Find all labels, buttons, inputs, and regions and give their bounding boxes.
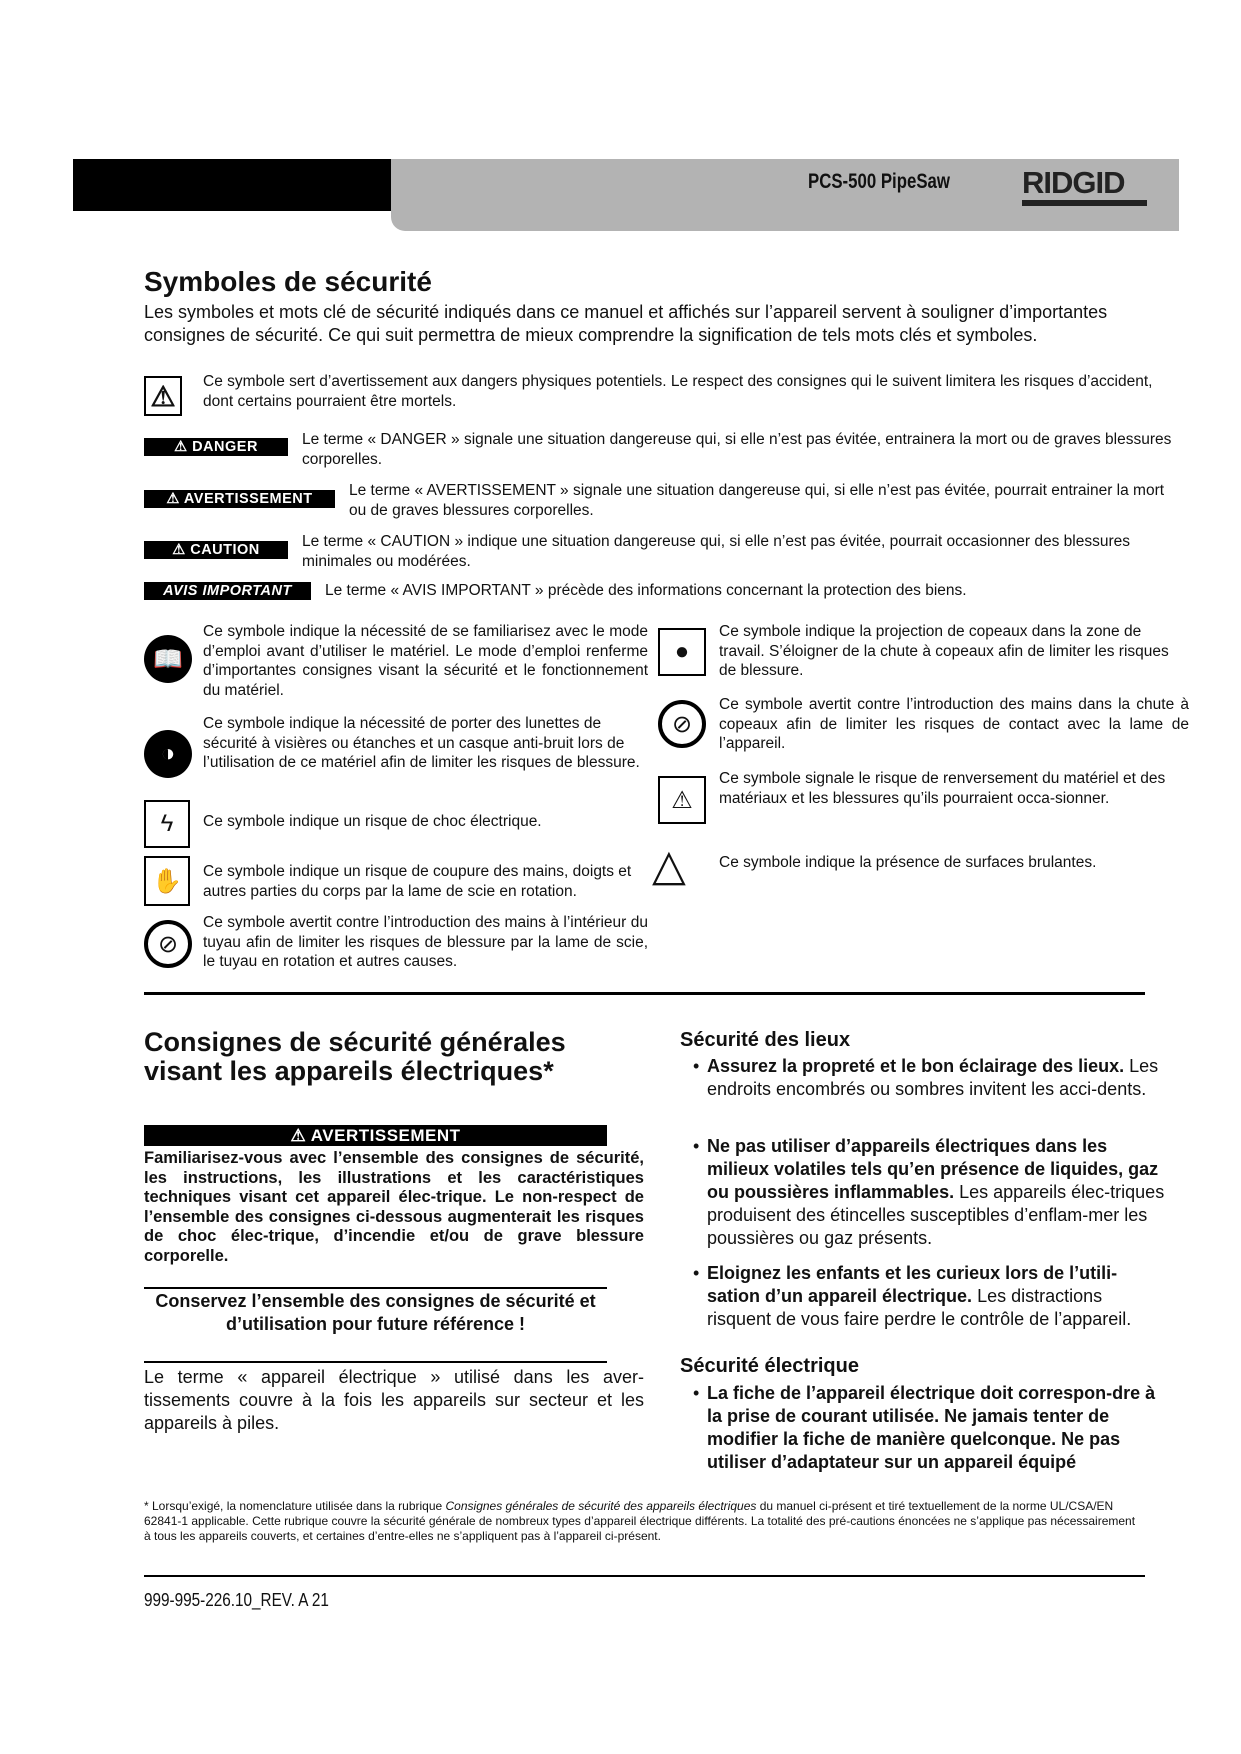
flying-chips-icon: ● [658, 628, 706, 676]
hot-surface-icon: △ [652, 841, 686, 890]
warning-triangle-icon: ⚠ [144, 376, 182, 416]
notice-text: Le terme « AVIS IMPORTANT » précède des informations concernant la protection des biens. [325, 582, 967, 599]
symbol-text: Ce symbole signale le risque de renversement du matériel et des matériaux et les blessures qu’ils pourraient occa-sionner. [719, 770, 1166, 807]
work-area-item: • Eloignez les enfants et les curieux lors de l’utili-sation d’un appareil électrique. Les distractions risquent de vous faire perdre le contrôle de l’appareil. [693, 1263, 1132, 1329]
keep-instructions: Conservez l’ensemble des consignes de sécurité et d’utilisation pour future référence ! [155, 1291, 596, 1334]
symbol-text: Ce symbole indique un risque de coupure des mains, doigts et autres parties du corps par la lame de scie en rotation. [203, 863, 632, 900]
symbol-text: Ce symbole avertit contre l’introduction des mains dans la chute à copeaux afin de limiter les risques de contact avec la lame de l’appareil. [719, 696, 1189, 752]
work-area-item: • Assurez la propreté et le bon éclairage des lieux. Les endroits encombrés ou sombres invitent les acci-dents. [693, 1056, 1159, 1099]
danger-text: Le terme « DANGER » signale une situation dangereuse qui, si elle n’est pas évitée, entrainera la mort ou de graves blessures corporelles. [302, 431, 1172, 468]
tip-over-icon: ⚠ [658, 776, 706, 824]
electrical-title: Sécurité électrique [680, 1355, 859, 1377]
power-tool-term: Le terme « appareil électrique » utilisé dans les aver-tissements couvre à la fois les appareils sur secteur et les appareils à piles. [144, 1367, 644, 1433]
symbol-text: Ce symbole indique la nécessité de se familiarisez avec le mode d’emploi avant d’utiliser le matériel. Le mode d’emploi renferme d’importantes consignes visant la sécurité et le fonctionnement du matériel. [203, 623, 648, 699]
document-number: 999-995-226.10_REV. A 21 [144, 1590, 329, 1610]
section-title: Symboles de sécurité [144, 266, 432, 297]
symbol-text: Ce symbole avertit contre l’introduction des mains à l’intérieur du tuyau afin de limiter les risques de blessure par la lame de scie, le tuyau en rotation et autres causes. [203, 914, 648, 970]
general-title: Consignes de sécurité générales visant les appareils électriques* [144, 1027, 566, 1086]
section-divider [144, 992, 1145, 995]
rule [144, 1287, 607, 1289]
danger-badge: ⚠ DANGER [144, 438, 288, 456]
no-hands-in-pipe-icon: ⊘ [144, 920, 192, 968]
footer-rule [144, 1575, 1145, 1577]
work-area-title: Sécurité des lieux [680, 1029, 851, 1051]
symbol-text: Ce symbole indique la présence de surfaces brulantes. [719, 854, 1097, 871]
rule [144, 1361, 607, 1363]
warning-text: Le terme « AVERTISSEMENT » signale une situation dangereuse qui, si elle n’est pas évitée, pourrait entrainer la mort ou de graves blessures corporelles. [349, 482, 1165, 519]
symbol-text: Ce symbole indique un risque de choc électrique. [203, 813, 542, 830]
logo-underline [1022, 200, 1147, 206]
footnote: * Lorsqu’exigé, la nomenclature utilisée dans la rubrique Consignes générales de sécurité des appareils électriques du manuel ci-présent et tiré textuellement de la norme UL/CSA/EN 62841-1 applicable. Cette rubrique couvre la sécurité générale de nombreux types d’appareil électrique différents. La totalité des pré-cautions énoncées ne s’applique pas nécessairement à tous les appareils couverts, et certaines d’entre-elles ne s’appliquent pas à l’appareil ci-présent. [144, 1499, 1136, 1543]
notice-badge: AVIS IMPORTANT [144, 582, 311, 600]
product-name: PCS-500 PipeSaw [808, 170, 950, 193]
caution-badge: ⚠ CAUTION [144, 541, 288, 559]
header-black-band [73, 159, 391, 211]
electric-shock-icon: ϟ [144, 800, 190, 848]
alert-symbol-text: Ce symbole sert d’avertissement aux dangers physiques potentiels. Le respect des consignes qui le suivent limitera les risques d’accident, dont certains pourraient être mortels. [203, 373, 1153, 410]
caution-text: Le terme « CAUTION » indique une situation dangereuse qui, si elle n’est pas évitée, pourrait occasionner des blessures minimales ou modérées. [302, 533, 1130, 570]
eye-ear-protection-icon: ◑ [144, 730, 192, 778]
work-area-item: • Ne pas utiliser d’appareils électriques dans les milieux volatiles tels qu’en présence de liquides, gaz ou poussières inflammables. Les appareils élec-triques produisent des étincelles susceptibles d’enflam-mer les poussières ou gaz présents. [693, 1136, 1165, 1248]
symbol-text: Ce symbole indique la nécessité de porter des lunettes de sécurité à visières ou étanches et un casque anti-bruit lors de l’utilisation de ce matériel afin de limiter les risques de blessure. [203, 715, 640, 771]
blade-cut-icon: ✋ [144, 856, 190, 906]
read-manual-icon: 📖 [144, 635, 192, 683]
warning-badge: ⚠ AVERTISSEMENT [144, 490, 335, 508]
electrical-item: • La fiche de l’appareil électrique doit correspon-dre à la prise de courant utilisée. Ne jamais tenter de modifier la fiche de manière quelconque. Ne pas utiliser d’adaptateur sur un appareil équipé [693, 1383, 1156, 1472]
symbol-text: Ce symbole indique la projection de copeaux dans la zone de travail. S’éloigner de la chute à copeaux afin de limiter les risques de blessure. [719, 623, 1169, 679]
no-hands-chute-icon: ⊘ [658, 700, 706, 748]
intro-text: Les symboles et mots clé de sécurité indiqués dans ce manuel et affichés sur l’appareil servent à souligner d’importantes consignes de sécurité. Ce qui suit permettra de mieux comprendre la signification de tels mots clés et symboles. [144, 302, 1108, 345]
general-warning-badge: ⚠ AVERTISSEMENT [144, 1125, 607, 1146]
general-warning-text: Familiarisez-vous avec l’ensemble des consignes de sécurité, les instructions, les illustrations et les caractéristiques techniques visant cet appareil élec-trique. Le non-respect de l’ensemble des consignes ci-dessous augmenterait les risques de choc élec-trique, d’incendie et/ou de grave blessure corporelle. [144, 1149, 644, 1265]
brand-logo: RIDGID [1022, 165, 1125, 200]
